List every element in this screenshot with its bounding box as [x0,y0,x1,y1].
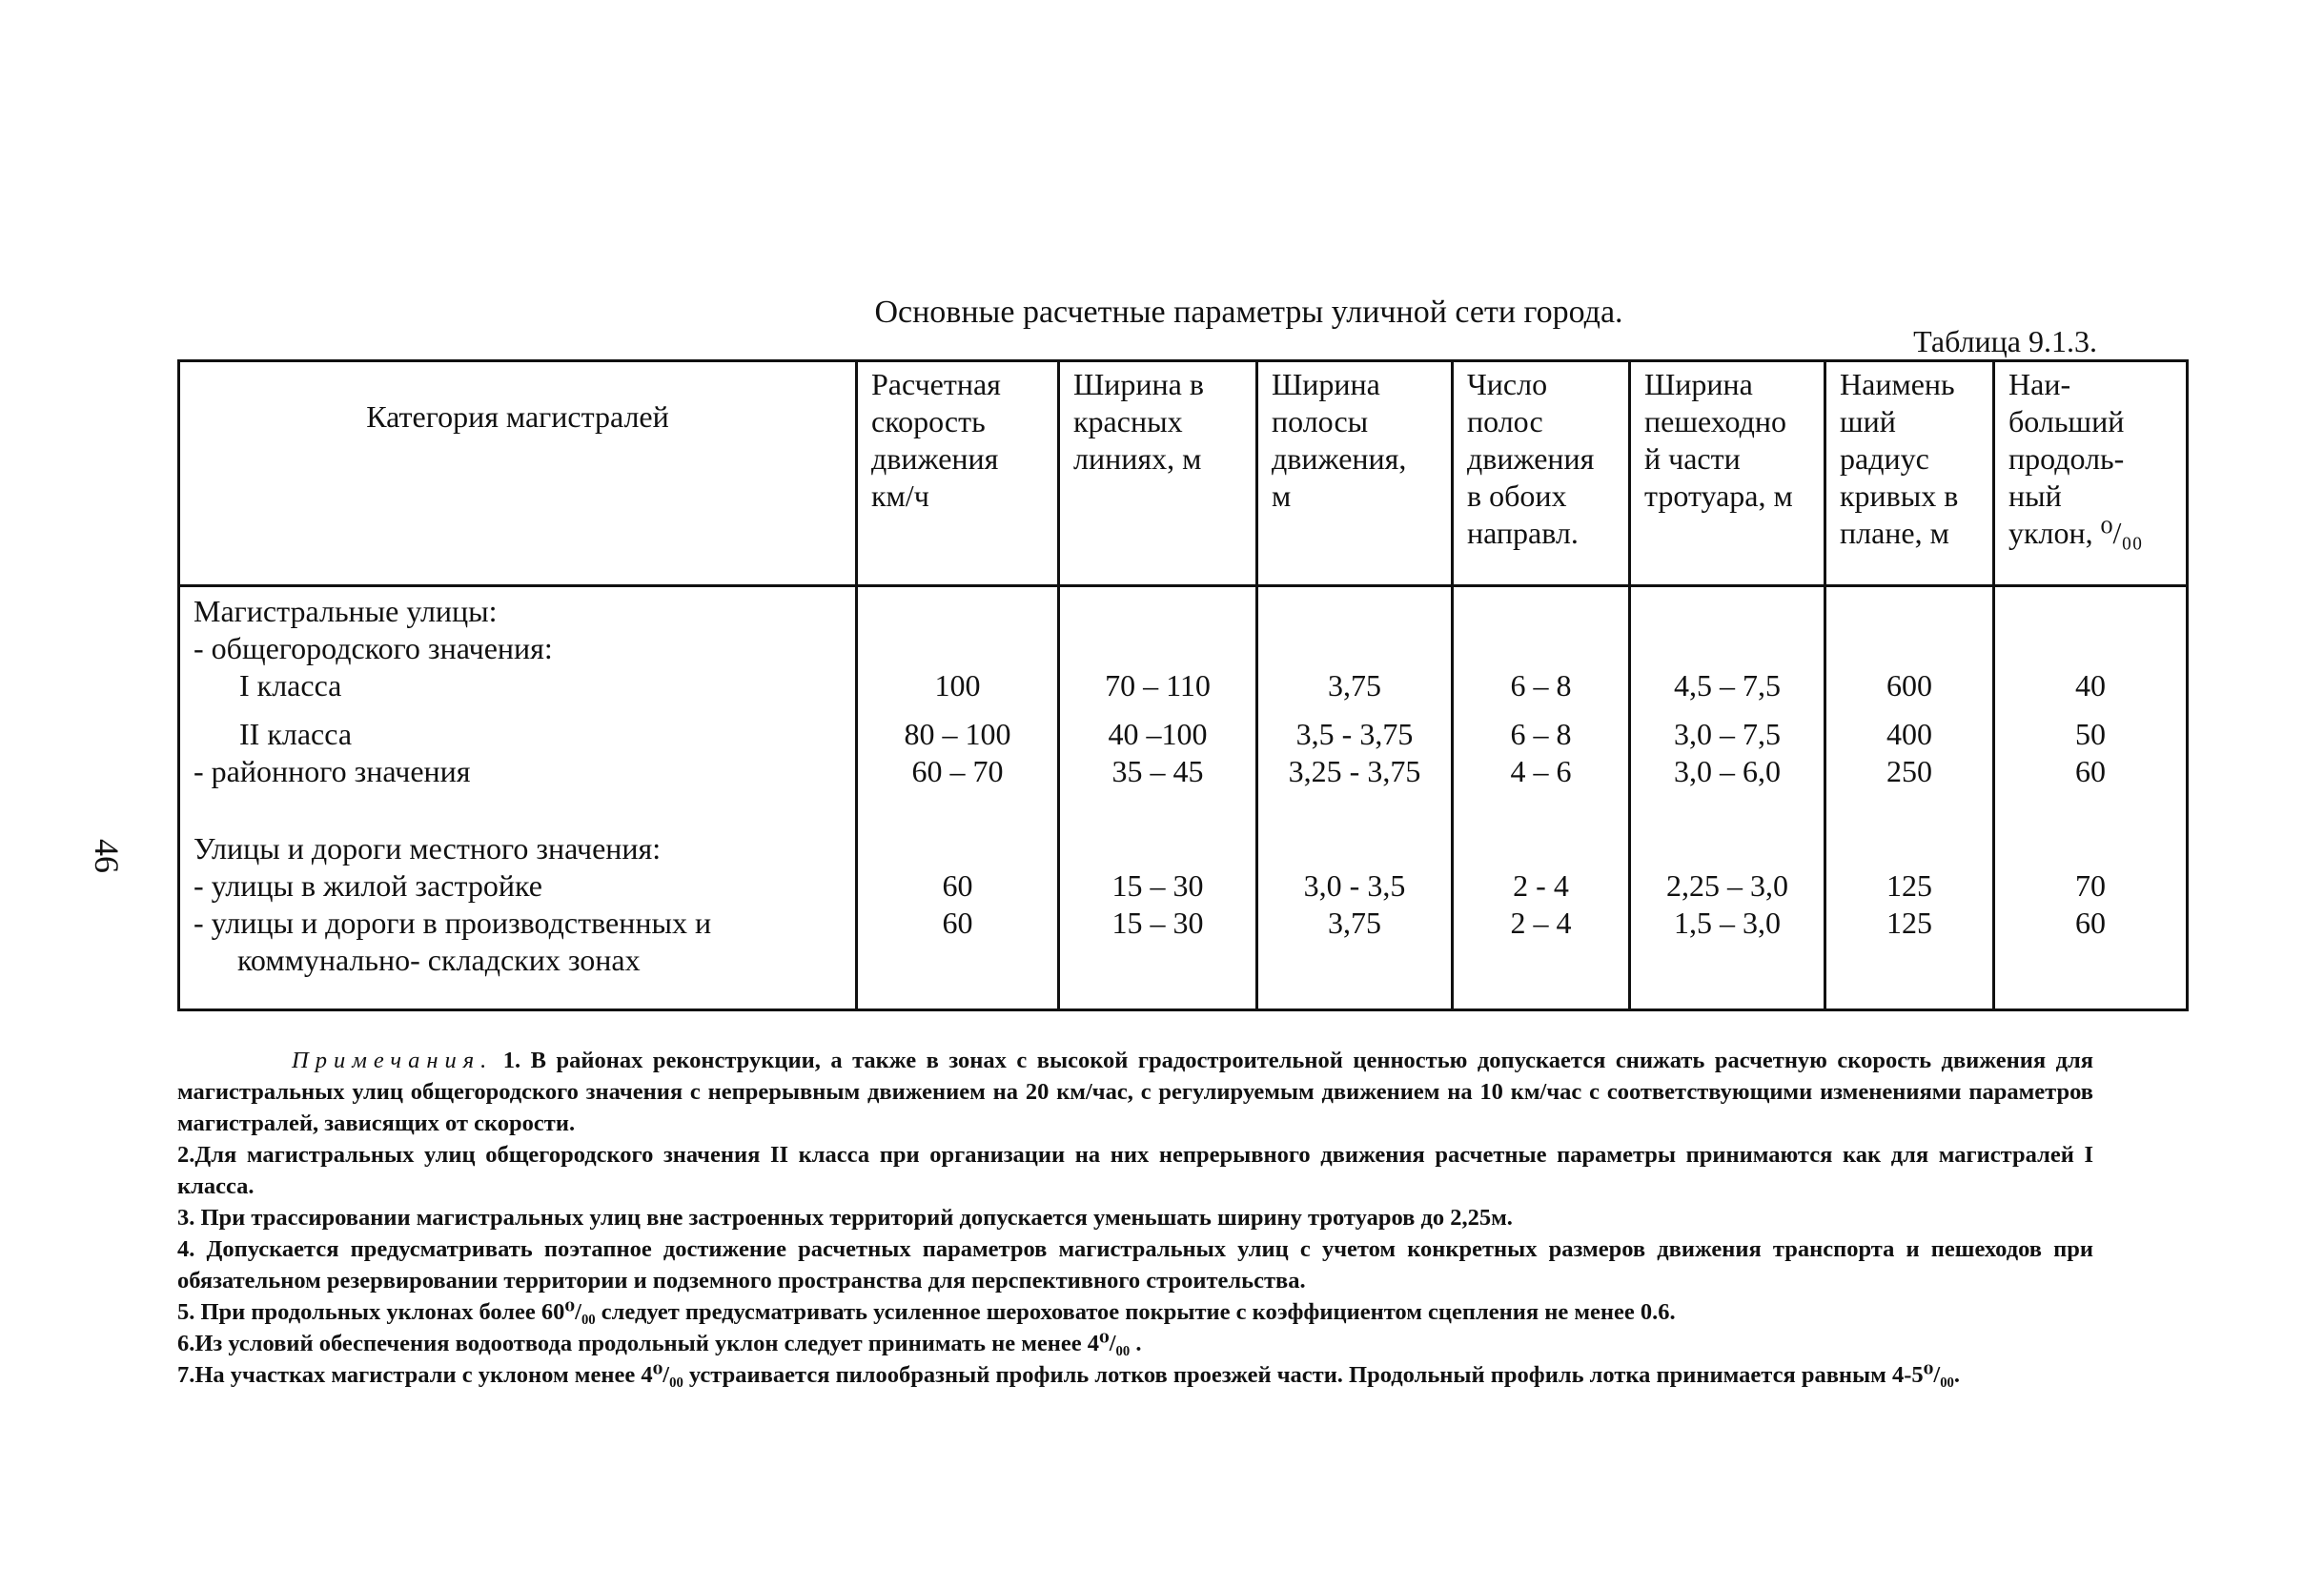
header-line: движения [871,441,999,476]
header-line: продоль- [2008,441,2125,476]
header-line: плане, м [1840,516,1949,550]
sidewalk-width-column [1630,586,1825,1010]
cell-class1: 40 [2075,668,2106,703]
header-line: красных [1073,404,1183,438]
cell-empty [1060,630,1255,667]
row-label-district: - районного значения [194,754,471,788]
cell-class2: 80 – 100 [904,717,1011,751]
cell-industrial: 1,5 – 3,0 [1674,906,1781,940]
cell-industrial: 15 – 30 [1111,906,1204,940]
header-line: полос [1467,404,1543,438]
cell-industrial: 125 [1886,906,1932,940]
cell-class2: 3,5 - 3,75 [1295,717,1414,751]
notes-section [177,1045,2093,1391]
cell-district: 35 – 45 [1111,754,1204,788]
note-2: 2.Для магистральных улиц общегородского значения II класса при организации на них непрерывного движения расчетные параметры принимаются как для магистралей I класса. [177,1142,2093,1199]
cell-industrial: 60 [942,906,973,940]
cell-district: 3,25 - 3,75 [1288,754,1421,788]
note-1 [177,1045,2093,1139]
note-1-text: 1. В районах реконструкции, а также в зонах с высокой градостроительной ценностью допускается снижать расчетную скорость движения для магистральных улиц общегородского значения с непрерывным движением на 20 км/час, с регулируемым движением на 10 км/час с соответствующими изменениями параметров магистралей, зависящих от скорости. [177,1048,2093,1136]
header-speed [857,361,1059,586]
header-line: больший [2008,404,2125,438]
row-label-class1: I класса [239,668,342,703]
row-label-industrial: - улицы и дороги в производственных и [194,906,712,940]
header-line: движения, [1272,441,1407,476]
cell-district: 60 – 70 [911,754,1004,788]
cell-residential: 3,0 - 3,5 [1303,868,1406,903]
cell-residential: 60 [942,868,973,903]
cell-class1: 70 – 110 [1105,668,1211,703]
cell-empty [858,630,1057,667]
row-label-residential: - улицы в жилой застройке [194,868,542,903]
header-line: кривых в [1840,479,1959,513]
cell-industrial: 3,75 [1328,906,1381,940]
lane-count-column [1453,586,1630,1010]
cell-industrial: 60 [2075,906,2106,940]
lane-width-column [1257,586,1453,1010]
header-line: радиус [1840,441,1929,476]
header-lane-count [1453,361,1630,586]
category-column [179,586,857,1010]
header-line: Расчетная [871,367,1001,401]
cell-empty [858,593,1057,630]
header-category: Категория магистралей [179,361,857,586]
cell-residential: 15 – 30 [1111,868,1204,903]
cell-district: 60 [2075,754,2106,788]
cell-class1: 100 [934,668,981,703]
header-line: в обоих [1467,479,1567,513]
header-line: Ширина [1272,367,1380,401]
cell-empty [1995,630,2186,667]
header-min-radius [1825,361,1994,586]
note-6: 6.Из условий обеспечения водоотвода продольный уклон следует принимать не менее 4⁰/₀₀ . [177,1331,1142,1356]
header-line: м [1272,479,1292,513]
width-red-lines-column [1059,586,1257,1010]
note-3: 3. При трассировании магистральных улиц вне застроенных территорий допускается уменьшать ширину тротуаров до 2,25м. [177,1205,1513,1231]
cell-district: 4 – 6 [1510,754,1572,788]
header-line: км/ч [871,479,929,513]
page-number: 46 [88,839,126,873]
cell-residential: 125 [1886,868,1932,903]
cell-class1: 6 – 8 [1510,668,1572,703]
cell-residential: 2 - 4 [1513,868,1569,903]
cell-empty [1060,830,1255,867]
cell-industrial: 2 – 4 [1510,906,1572,940]
header-width-red-lines [1059,361,1257,586]
header-line: Наи- [2008,367,2071,401]
table-header-row [179,361,2188,586]
row-label-citywide: - общегородского значения: [194,631,553,665]
header-line: Наимень [1840,367,1955,401]
header-line: ший [1840,404,1896,438]
header-line: Ширина [1644,367,1753,401]
cell-empty [1258,630,1451,667]
cell-empty [1258,593,1451,630]
header-line: ный [2008,479,2062,513]
cell-empty [1454,593,1628,630]
cell-empty [1995,593,2186,630]
note-5: 5. При продольных уклонах более 60⁰/₀₀ следует предусматривать усиленное шероховатое покрытие с коэффициентом сцепления не менее 0.6. [177,1299,1676,1325]
cell-class2: 3,0 – 7,5 [1674,717,1781,751]
cell-residential: 2,25 – 3,0 [1666,868,1788,903]
header-sidewalk-width [1630,361,1825,586]
cell-district: 3,0 – 6,0 [1674,754,1781,788]
min-radius-column [1825,586,1994,1010]
note-7: 7.На участках магистрали с уклоном менее 4⁰/₀₀ устраивается пилообразный профиль лотков проезжей части. Продольный профиль лотка принимается равным 4-5⁰/₀₀. [177,1362,1961,1388]
header-line: Число [1467,367,1548,401]
header-line: Ширина в [1073,367,1204,401]
cell-residential: 70 [2075,868,2106,903]
row-label-class2: II класса [239,717,353,751]
speed-column [857,586,1059,1010]
table-title: Основные расчетные параметры уличной сети города. [874,295,1623,330]
header-line: полосы [1272,404,1369,438]
header-line: движения [1467,441,1595,476]
cell-empty [1631,830,1824,867]
cell-empty [1631,593,1824,630]
cell-empty [1995,830,2186,867]
note-4: 4. Допускается предусматривать поэтапное достижение расчетных параметров магистральных улиц с учетом конкретных размеров движения транспорта и пешеходов при обязательном резервировании территории и подземного пространства для перспективного строительства. [177,1236,2093,1294]
cell-class1: 600 [1886,668,1932,703]
row-label-industrial-cont: коммунально- складских зонах [237,943,641,977]
max-slope-column [1994,586,2188,1010]
header-line: тротуара, м [1644,479,1793,513]
cell-empty [1060,593,1255,630]
cell-class2: 400 [1886,717,1932,751]
header-line: уклон, ⁰/₀₀ [2008,516,2143,550]
row-label-main-streets: Магистральные улицы: [194,594,498,628]
cell-class1: 4,5 – 7,5 [1674,668,1781,703]
header-lane-width [1257,361,1453,586]
cell-district: 250 [1886,754,1932,788]
header-line: направл. [1467,516,1579,550]
cell-empty [1631,630,1824,667]
cell-empty [1826,830,1992,867]
header-line: скорость [871,404,986,438]
cell-empty [1454,830,1628,867]
table-body-row [179,586,2188,1010]
table-number: Таблица 9.1.3. [1913,324,2097,358]
header-line: линиях, м [1073,441,1202,476]
cell-empty [1454,630,1628,667]
header-max-slope [1994,361,2188,586]
cell-class2: 50 [2075,717,2106,751]
cell-class2: 6 – 8 [1510,717,1572,751]
cell-empty [1258,830,1451,867]
header-line: пешеходно [1644,404,1787,438]
header-line: й части [1644,441,1741,476]
cell-class2: 40 –100 [1108,717,1208,751]
cell-empty [1826,593,1992,630]
street-parameters-table [177,359,2189,1011]
row-label-local-roads: Улицы и дороги местного значения: [194,831,662,866]
cell-class1: 3,75 [1328,668,1381,703]
notes-label: Примечания. [292,1048,494,1073]
cell-empty [858,830,1057,867]
cell-empty [1826,630,1992,667]
